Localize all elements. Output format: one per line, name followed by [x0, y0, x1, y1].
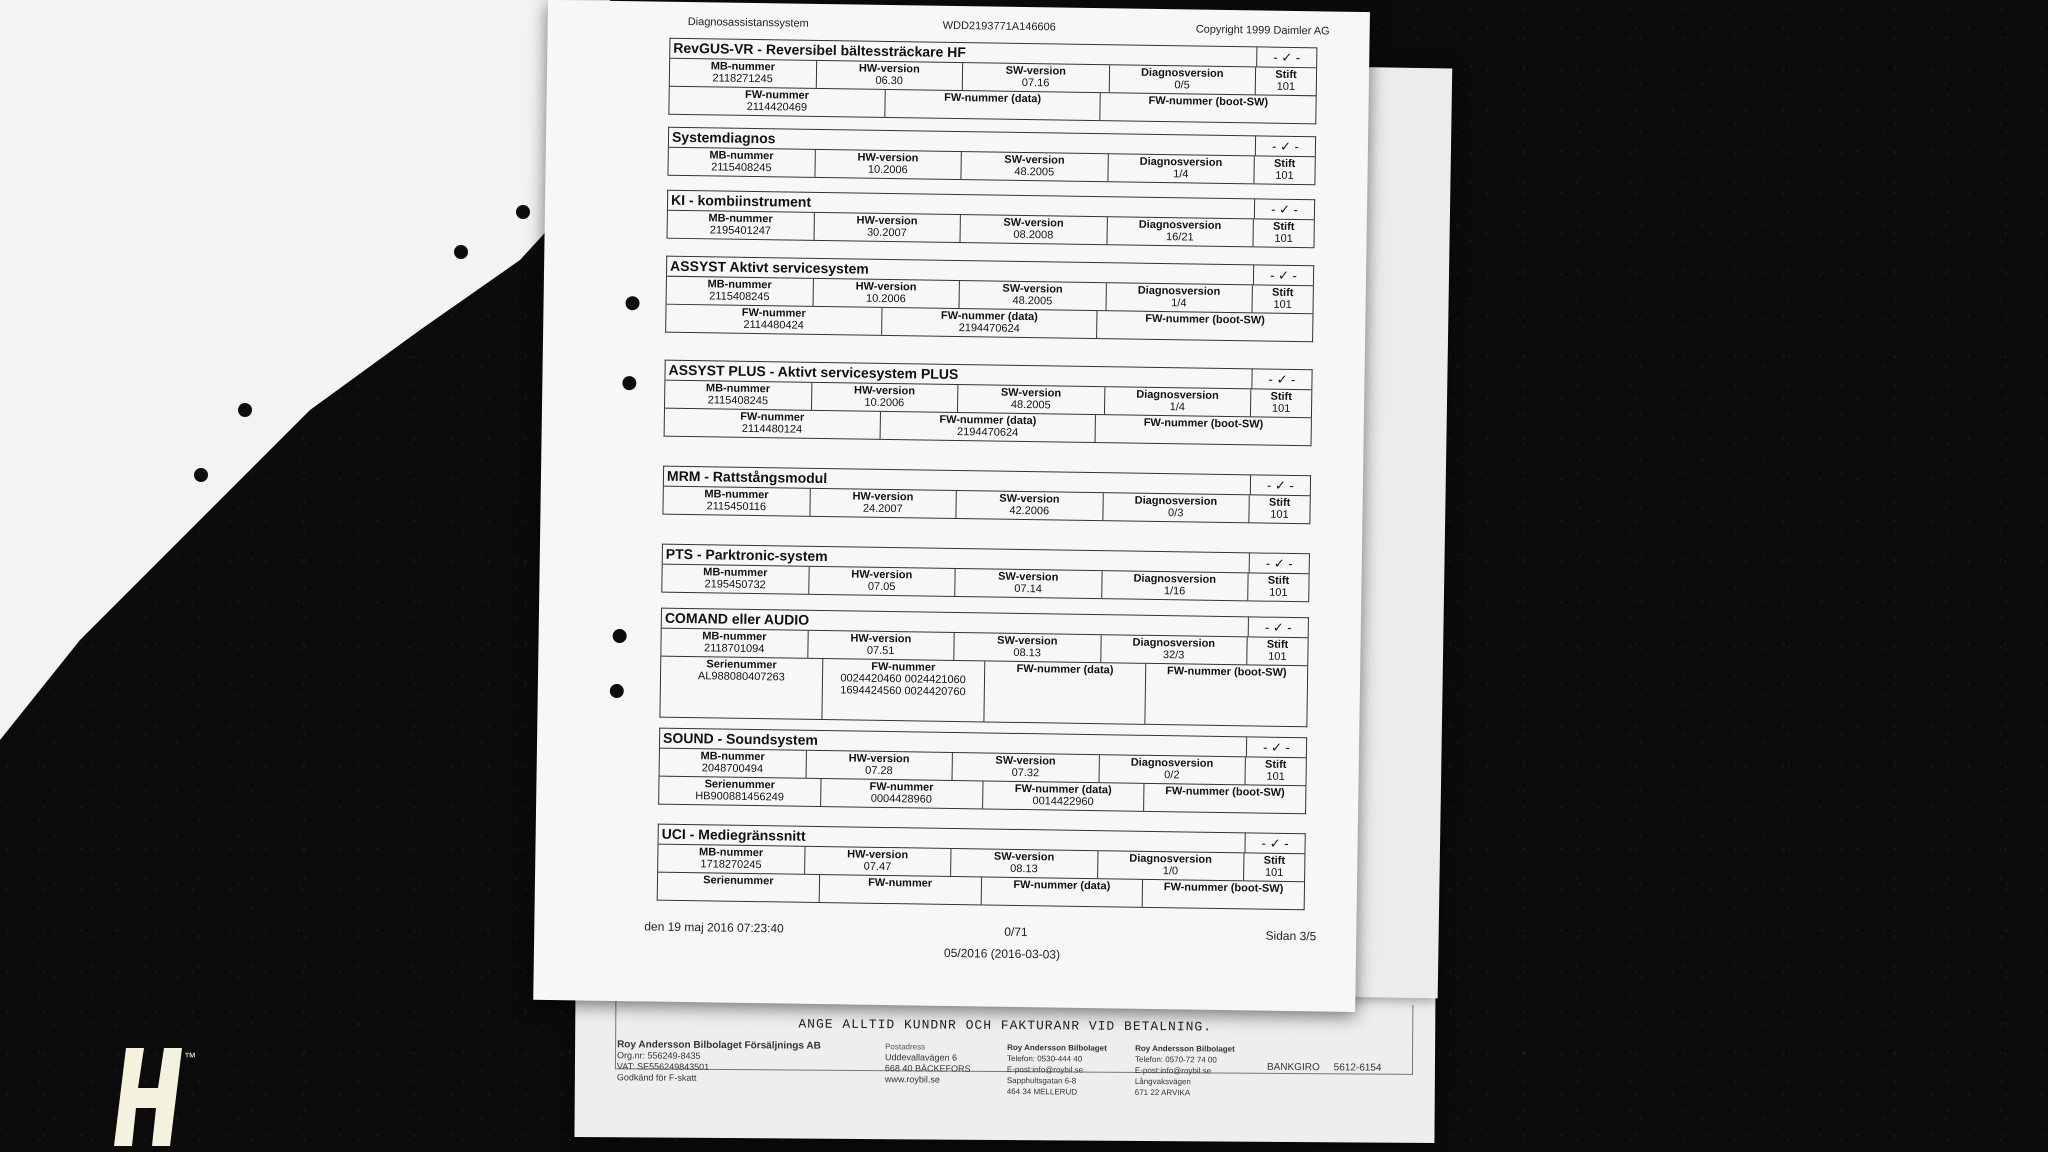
cell-value: 101: [1264, 866, 1284, 879]
module-check: - ✓ -: [1256, 135, 1316, 156]
module-title: ASSYST PLUS - Aktivt servicesystem PLUS: [664, 360, 1252, 389]
cell-value: 101: [1274, 232, 1293, 245]
cell-label: Stift: [1271, 286, 1294, 299]
module-check: - ✓ -: [1255, 198, 1315, 219]
postadress-line2: 668 40 BÄCKEFORS: [884, 1063, 971, 1074]
branch1-name: Roy Andersson Bilbolaget: [1007, 1043, 1107, 1053]
cell-label: HW-version: [851, 568, 913, 582]
cell-label: FW-nummer: [871, 660, 936, 674]
module-cell: [1143, 880, 1304, 909]
cell-label: MB-nummer: [707, 278, 772, 292]
cell-value: 101: [1271, 402, 1291, 415]
module-cell: [954, 633, 1101, 662]
module-check: - ✓ -: [1249, 616, 1309, 637]
punch-hole: [610, 684, 624, 698]
cell-label: Diagnosversion: [1137, 284, 1221, 298]
cell-value: 07.14: [1014, 582, 1042, 596]
module-block: [664, 360, 1313, 447]
module-cell: [1097, 311, 1312, 341]
module-title: COMAND eller AUDIO: [661, 608, 1249, 637]
cell-label: MB-nummer: [710, 60, 775, 74]
cell-label: HW-version: [855, 280, 917, 294]
cell-value: 2194470624: [956, 426, 1019, 439]
cell-value: 0014422960: [1032, 795, 1094, 809]
cell-value: 2114420469: [746, 100, 808, 114]
cell-value: 48.2005: [1014, 165, 1055, 179]
module-row: [659, 657, 1308, 728]
module-title: MRM - Rattstångsmodul: [663, 466, 1251, 495]
cell-label: Stift: [1268, 496, 1291, 509]
punch-hole: [622, 376, 636, 390]
cell-label: SW-version: [993, 850, 1055, 864]
cell-label: FW-nummer (boot-SW): [1148, 94, 1269, 109]
footer-page: Sidan 3/5: [1265, 928, 1317, 944]
cell-label: Stift: [1266, 638, 1289, 651]
invoice-vat: VAT: SE556249843501: [616, 1061, 710, 1072]
invoice-ftax: Godkänd för F-skatt: [616, 1072, 697, 1083]
module-cell: [960, 215, 1107, 244]
cell-value: 1/4: [1173, 168, 1189, 181]
module-cell: [961, 152, 1108, 181]
footer-code: 0/71: [1004, 924, 1028, 940]
cell-label: FW-nummer: [744, 88, 810, 102]
cell-label: Diagnosversion: [1129, 852, 1212, 866]
module-cell: [1101, 93, 1316, 123]
module-block: [661, 544, 1310, 603]
cell-value: 08.2008: [1013, 228, 1054, 242]
invoice-company-block: [617, 1039, 821, 1084]
module-cell: [1244, 853, 1304, 881]
module-cell: [1252, 285, 1312, 313]
cell-label: SW-version: [1003, 216, 1064, 230]
cell-label: FW-nummer (data): [939, 413, 1037, 428]
cell-label: HW-version: [847, 848, 909, 862]
bankgiro-label: BANKGIRO: [1266, 1061, 1320, 1074]
cell-value: 2115408245: [707, 394, 769, 408]
punch-hole: [238, 403, 252, 417]
branch1-phone: Telefon: 0530-444 40: [1006, 1054, 1083, 1064]
module-block: [659, 608, 1309, 728]
module-cell: [1248, 573, 1308, 601]
punch-hole: [454, 245, 468, 259]
module-check: - ✓ -: [1257, 46, 1317, 67]
cell-value: 101: [1276, 80, 1296, 93]
module-cell: [1254, 156, 1314, 184]
module-cell: [1251, 389, 1311, 417]
cell-label: MB-nummer: [700, 750, 765, 764]
module-cell: [1098, 851, 1245, 880]
cell-value: 101: [1268, 650, 1287, 663]
module-cell: [810, 489, 957, 518]
module-cell: [666, 305, 882, 335]
cell-label: SW-version: [998, 570, 1059, 584]
cell-value: 101: [1269, 586, 1288, 599]
cell-value: 0024420460 0024421060 1694424560 0024420760: [840, 672, 966, 699]
cell-value: 2118701094: [703, 642, 765, 656]
cell-label: Stift: [1275, 68, 1297, 82]
cell-value: 2195401247: [709, 224, 772, 238]
module-check: - ✓ -: [1254, 264, 1314, 285]
module-cell: [668, 148, 815, 177]
invoice-branch1-block: [1007, 1042, 1107, 1098]
cell-label: Diagnosversion: [1133, 572, 1217, 586]
module-block: [667, 127, 1316, 186]
module-cell: [1144, 784, 1305, 813]
cell-label: MB-nummer: [709, 149, 774, 163]
cell-label: MB-nummer: [698, 846, 764, 860]
cell-value: 07.05: [867, 580, 896, 594]
punch-hole: [625, 296, 639, 310]
module-check: - ✓ -: [1252, 368, 1312, 389]
module-cell: [811, 383, 958, 412]
cell-label: SW-version: [1000, 386, 1062, 400]
module-cell: [815, 150, 962, 179]
module-cell: [953, 753, 1100, 782]
module-cell: [960, 281, 1107, 310]
cell-value: 10.2006: [867, 163, 908, 177]
module-cell: [1102, 571, 1249, 600]
cell-label: Serienummer: [706, 658, 777, 672]
cell-value: 07.28: [865, 764, 893, 778]
cell-label: MB-nummer: [702, 630, 767, 644]
punch-hole: [516, 205, 530, 219]
cell-value: HB900881456249: [695, 790, 785, 804]
module-cell: [1099, 755, 1246, 784]
cell-label: Stift: [1263, 854, 1286, 867]
module-cell: [665, 409, 881, 439]
trademark-symbol: ™: [184, 1050, 196, 1064]
module-block: [668, 38, 1317, 125]
cell-value: 2115450116: [706, 500, 767, 514]
cell-value: 06.30: [875, 74, 903, 88]
module-cell: [660, 657, 823, 719]
cell-label: MB-nummer: [704, 488, 769, 502]
module-title: PTS - Parktronic-system: [662, 544, 1250, 573]
module-cell: [1253, 219, 1313, 247]
cell-value: 48.2005: [1012, 294, 1053, 308]
cell-value: 0/5: [1174, 79, 1190, 92]
cell-label: Serienummer: [703, 874, 774, 888]
cell-value: 07.16: [1021, 76, 1050, 90]
postadress-line1: Uddevallavägen 6: [884, 1052, 958, 1063]
branch1-email: E-post:info@roybil.se: [1006, 1065, 1084, 1075]
cell-value: 07.32: [1011, 766, 1040, 780]
footer-date: den 19 maj 2016 07:23:40: [644, 919, 784, 936]
module-cell: [658, 873, 820, 902]
cell-label: SW-version: [997, 634, 1058, 648]
module-title: ASSYST Aktivt servicesystem: [666, 256, 1254, 285]
cell-label: Stift: [1270, 390, 1293, 403]
module-cell: [1101, 635, 1248, 664]
page-footer: [644, 919, 1317, 944]
cell-label: MB-nummer: [703, 566, 768, 580]
module-cell: [814, 213, 961, 242]
branch2-city: 671 22 ARVIKA: [1134, 1087, 1191, 1098]
module-cell: [661, 629, 808, 658]
cell-label: Diagnosversion: [1139, 155, 1223, 169]
cell-label: FW-nummer (data): [940, 309, 1038, 324]
header-copyright: Copyright 1999 Daimler AG: [1195, 23, 1330, 38]
cell-value: 0/3: [1168, 507, 1184, 520]
cell-value: 1/0: [1162, 865, 1179, 878]
cell-label: Diagnosversion: [1140, 66, 1224, 80]
module-cell: [984, 661, 1147, 723]
module-cell: [885, 90, 1101, 120]
cell-value: 16/21: [1165, 231, 1194, 244]
module-cell: [1256, 67, 1316, 95]
page-footer-version-row: [644, 941, 1316, 962]
cell-value: 08.13: [1010, 862, 1038, 876]
module-cell: [670, 59, 817, 88]
cell-value: 10.2006: [864, 396, 905, 410]
invoice-web: www.roybil.se: [884, 1074, 940, 1085]
cell-label: Stift: [1264, 758, 1287, 771]
module-block: [657, 824, 1306, 911]
module-cell: [808, 631, 955, 660]
cell-label: FW-nummer (boot-SW): [1145, 312, 1265, 327]
cell-label: SW-version: [995, 754, 1056, 768]
branch1-city: 464 34 MELLERUD: [1006, 1087, 1078, 1097]
cell-label: SW-version: [1002, 282, 1063, 296]
module-title: SOUND - Soundsystem: [659, 728, 1247, 757]
module-cell: [659, 777, 821, 806]
cell-value: 08.13: [1013, 646, 1042, 660]
cell-value: 101: [1275, 169, 1294, 182]
branch2-phone: Telefon: 0570-72 74 00: [1134, 1054, 1217, 1065]
cell-label: FW-nummer: [869, 780, 934, 794]
module-cell: [958, 385, 1105, 414]
branch2-addr: Långvaksvägen: [1134, 1076, 1191, 1087]
cell-value: 2114480424: [743, 318, 804, 332]
cell-label: FW-nummer (boot-SW): [1143, 416, 1264, 431]
cell-value: 2195450732: [704, 578, 766, 592]
cell-label: FW-nummer: [740, 410, 805, 424]
cell-label: HW-version: [850, 632, 912, 646]
module-cell: [983, 781, 1145, 810]
module-cell: [668, 211, 815, 240]
cell-value: 2115408245: [709, 290, 770, 304]
module-cell: [880, 412, 1096, 442]
cell-value: 0/2: [1164, 769, 1180, 782]
page-header: [688, 16, 1330, 42]
cell-label: Stift: [1273, 157, 1296, 171]
cell-label: Stift: [1267, 574, 1290, 587]
module-cell: [955, 569, 1102, 598]
module-cell: [805, 847, 952, 876]
module-cell: [665, 381, 812, 410]
cell-label: Diagnosversion: [1132, 636, 1216, 650]
cell-label: HW-version: [858, 62, 920, 76]
cell-value: 1718270245: [700, 858, 762, 872]
cell-value: 2118271245: [712, 72, 773, 86]
cell-value: 101: [1270, 508, 1289, 521]
module-cell: [1109, 65, 1256, 94]
invoice-bankgiro-block: [1267, 1062, 1382, 1074]
module-block: [662, 466, 1311, 525]
cell-label: Diagnosversion: [1134, 494, 1218, 508]
cell-value: 1/4: [1169, 401, 1186, 414]
cell-value: 10.2006: [865, 292, 906, 306]
module-cell: [1096, 415, 1311, 445]
module-cell: [1106, 283, 1253, 312]
module-cell: [1107, 217, 1254, 246]
cell-label: FW-nummer: [868, 876, 933, 890]
module-title: UCI - Mediegränssnitt: [658, 824, 1246, 853]
cell-value: 0004428960: [870, 792, 933, 806]
cell-label: SW-version: [1004, 153, 1065, 167]
cell-label: FW-nummer (boot-SW): [1163, 881, 1284, 895]
module-block: [665, 256, 1314, 343]
punch-hole: [613, 629, 627, 643]
cell-label: Diagnosversion: [1136, 388, 1219, 402]
invoice-postadress-block: [885, 1041, 971, 1086]
bankgiro-number: 5612-6154: [1333, 1062, 1382, 1074]
cell-value: 2115408245: [711, 161, 772, 175]
module-cell: [658, 845, 805, 874]
module-block: [658, 728, 1307, 815]
cell-label: HW-version: [857, 151, 919, 165]
cell-label: Serienummer: [704, 778, 776, 792]
module-cell: [963, 63, 1110, 92]
cell-label: FW-nummer (boot-SW): [1165, 785, 1285, 799]
module-cell: [1245, 757, 1305, 785]
module-cell: [1247, 637, 1307, 665]
footer-version: 05/2016 (2016-03-03): [943, 945, 1061, 962]
cell-value: 07.51: [866, 644, 895, 658]
module-check: - ✓ -: [1247, 736, 1307, 757]
module-cell: [1103, 493, 1250, 522]
module-check: - ✓ -: [1251, 474, 1311, 495]
module-cell: [809, 567, 956, 596]
invoice-branch2-block: [1135, 1043, 1235, 1099]
cell-label: FW-nummer (data): [1016, 662, 1114, 677]
cell-value: 42.2006: [1009, 504, 1050, 518]
module-cell: [662, 565, 809, 594]
cell-label: HW-version: [852, 490, 914, 504]
module-block: [667, 190, 1316, 249]
cell-value: 101: [1266, 770, 1285, 783]
cell-label: FW-nummer (data): [944, 91, 1042, 106]
cell-value: 101: [1273, 298, 1292, 311]
module-title: Systemdiagnos: [668, 127, 1256, 156]
cell-value: 32/3: [1162, 649, 1185, 662]
module-cell: [956, 491, 1103, 520]
invoice-notice: ANGE ALLTID KUNDNR OCH FAKTURANR VID BETALNING.: [798, 1016, 1213, 1035]
punch-hole: [194, 468, 208, 482]
cell-value: 2048700494: [701, 762, 764, 776]
module-cell: [821, 779, 983, 808]
cell-value: 1/16: [1163, 585, 1186, 598]
cell-value: 2114480124: [741, 422, 803, 436]
module-cell: [951, 849, 1098, 878]
module-cell: [819, 875, 981, 904]
cell-label: FW-nummer (data): [1013, 878, 1111, 893]
module-cell: [1104, 387, 1251, 416]
cell-label: SW-version: [1005, 64, 1067, 78]
cell-value: 30.2007: [866, 226, 907, 240]
module-cell: [1249, 495, 1309, 523]
module-cell: [667, 277, 814, 306]
cell-label: FW-nummer (data): [1014, 782, 1112, 797]
module-cell: [1146, 664, 1308, 726]
cell-label: Stift: [1272, 220, 1295, 233]
module-cell: [822, 659, 985, 721]
module-title: KI - kombiinstrument: [667, 190, 1255, 219]
cell-value: 24.2007: [862, 502, 903, 516]
module-cell: [816, 61, 963, 90]
module-check: - ✓ -: [1250, 552, 1310, 573]
module-cell: [669, 87, 885, 117]
diagnosis-report-page: [533, 0, 1370, 1012]
cell-label: HW-version: [856, 214, 918, 228]
cell-value: AL988080407263: [697, 670, 785, 684]
cell-label: HW-version: [848, 752, 910, 766]
invoice-org: Org.nr: 556249-8435: [616, 1050, 701, 1061]
module-title: RevGUS-VR - Reversibel bältessträckare HF: [669, 38, 1257, 67]
cell-label: HW-version: [853, 384, 916, 398]
module-cell: [882, 308, 1098, 338]
header-system: Diagnosassistanssystem: [687, 15, 809, 30]
cell-value: 07.47: [863, 860, 892, 874]
module-check: - ✓ -: [1245, 832, 1305, 853]
module-cell: [660, 749, 807, 778]
cell-label: Diagnosversion: [1130, 756, 1214, 770]
postadress-label: Postadress: [885, 1042, 926, 1052]
branch2-email: E-post:info@roybil.se: [1134, 1065, 1212, 1076]
invoice-company: Roy Andersson Bilbolaget Försäljnings AB: [617, 1039, 821, 1052]
cell-value: 2194470624: [958, 322, 1020, 335]
cell-label: MB-nummer: [708, 212, 773, 226]
module-cell: [806, 751, 953, 780]
module-cell: [813, 279, 960, 308]
header-vin: WDD2193771A146606: [942, 19, 1056, 34]
cell-label: FW-nummer: [741, 306, 806, 320]
module-cell: [1108, 154, 1255, 183]
cell-label: Diagnosversion: [1138, 218, 1222, 232]
cell-label: SW-version: [999, 492, 1060, 506]
module-cell: [981, 877, 1143, 906]
cell-label: FW-nummer (boot-SW): [1166, 665, 1287, 679]
branch1-addr: Sapphultsgatan 6-8: [1006, 1076, 1077, 1086]
cell-value: 48.2005: [1010, 398, 1051, 412]
branch2-name: Roy Andersson Bilbolaget: [1135, 1043, 1235, 1054]
module-cell: [663, 487, 810, 516]
cell-label: MB-nummer: [705, 382, 771, 396]
cell-value: 1/4: [1171, 297, 1187, 310]
